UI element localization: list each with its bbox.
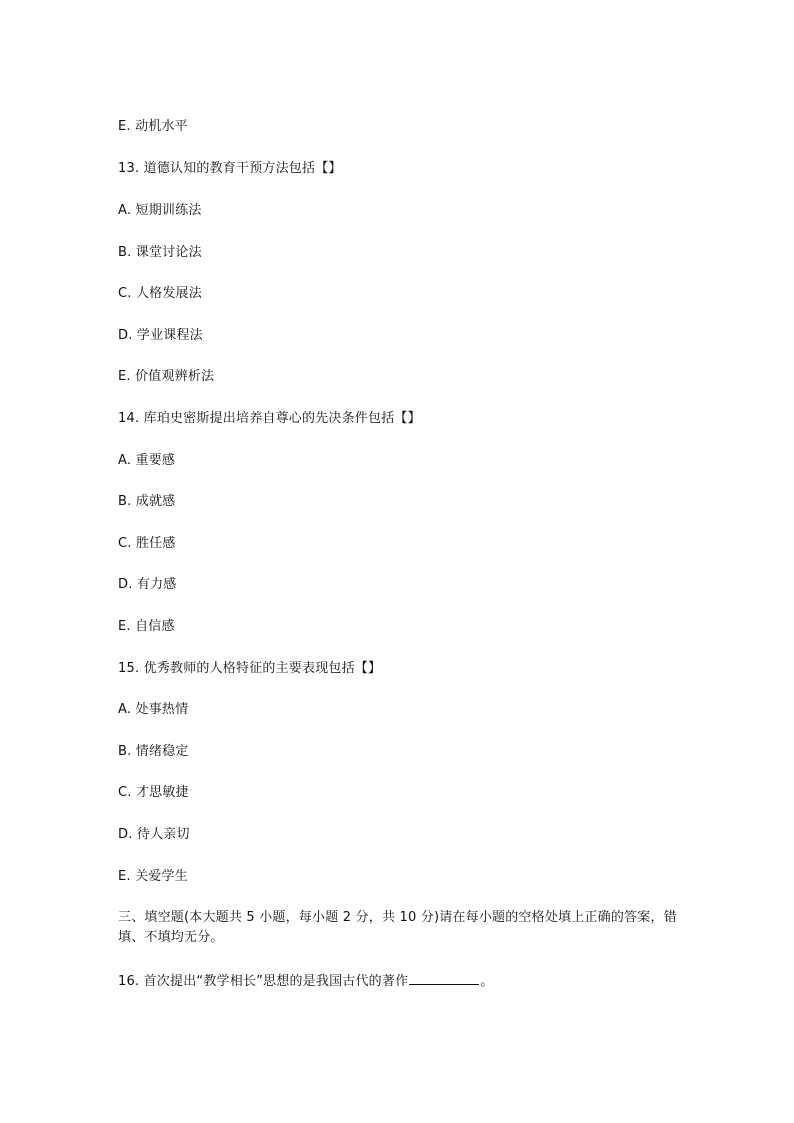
q15-option-a: A. 处事热情	[118, 702, 189, 717]
q13-option-e: E. 价值观辨析法	[118, 369, 215, 384]
q16-suffix: 。	[480, 974, 494, 989]
q12-option-e: E. 动机水平	[118, 119, 188, 134]
q13-option-d: D. 学业课程法	[118, 328, 203, 343]
q15-option-b: B. 情绪稳定	[118, 744, 189, 759]
q13-option-b: B. 课堂讨论法	[118, 245, 202, 260]
question-14: 14. 库珀史密斯提出培养自尊心的先决条件包括【】	[118, 411, 421, 426]
q14-option-b: B. 成就感	[118, 494, 176, 509]
q15-option-e: E. 关爱学生	[118, 869, 188, 884]
q14-option-a: A. 重要感	[118, 453, 176, 468]
q13-option-c: C. 人格发展法	[118, 286, 202, 301]
answer-blank	[409, 972, 479, 985]
q13-option-a: A. 短期训练法	[118, 203, 202, 218]
q14-option-d: D. 有力感	[118, 577, 177, 592]
section-heading-fill-in: 三、填空题(本大题共 5 小题，每小题 2 分，共 10 分)请在每小题的空格处填上正确的答案，错填、不填均无分。	[118, 910, 677, 945]
question-16	[118, 972, 493, 991]
question-15: 15. 优秀教师的人格特征的主要表现包括【】	[118, 661, 382, 676]
q15-option-c: C. 才思敏捷	[118, 785, 189, 800]
q14-option-c: C. 胜任感	[118, 536, 176, 551]
q14-option-e: E. 自信感	[118, 619, 175, 634]
q15-option-d: D. 待人亲切	[118, 827, 190, 842]
q16-prefix: 16. 首次提出“教学相长”思想的是我国古代的著作	[118, 974, 409, 989]
question-13: 13. 道德认知的教育干预方法包括【】	[118, 161, 342, 176]
